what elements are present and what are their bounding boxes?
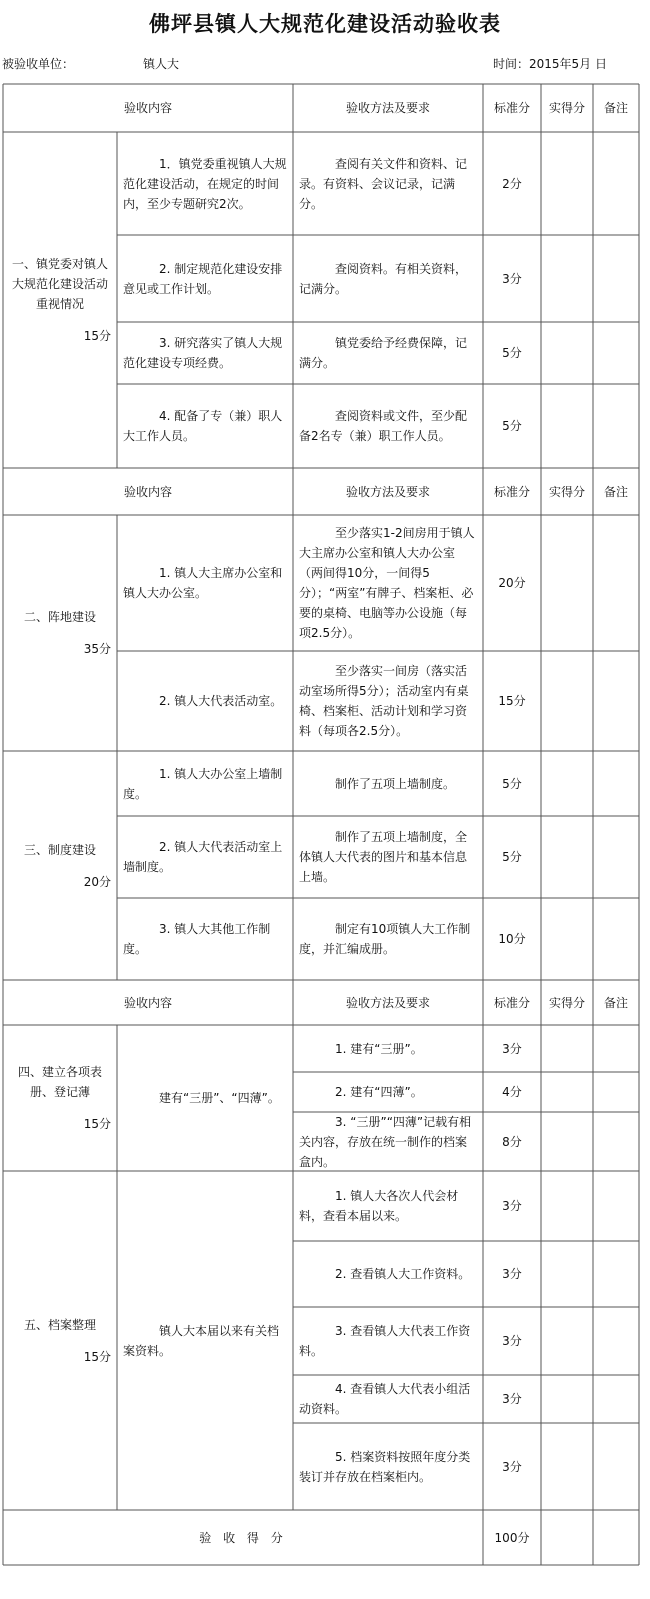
header-standard-1: 标准分 <box>493 101 530 115</box>
page-title: 佛坪县镇人大规范化建设活动验收表 <box>149 12 501 36</box>
header-method-3: 验收方法及要求 <box>345 995 430 1010</box>
item-method-s5-3: 3. 查看镇人大代表工作资料。 <box>299 1324 471 1358</box>
item-score-s5-1: 3分 <box>502 1199 522 1213</box>
section-name-s2 <box>9 607 111 659</box>
header-remark-1: 备注 <box>603 101 628 115</box>
item-method-s4-3: 3. “三册”“四薄”记载有相关内容，存放在统一制作的档案盒内。 <box>299 1114 472 1169</box>
item-score-s4-2: 4分 <box>502 1085 522 1099</box>
item-score-s3-1: 5分 <box>502 776 522 791</box>
section-score-s3: 20分 <box>83 874 111 889</box>
item-method-s5-1: 1. 镇人大各次人代会材料，查看本届以来。 <box>299 1189 459 1223</box>
header-remark-2: 备注 <box>603 484 628 499</box>
item-score-s5-5: 3分 <box>502 1459 522 1474</box>
header-remark-3: 备注 <box>603 995 628 1010</box>
section-score-s5: 15分 <box>83 1349 111 1364</box>
total-label: 验 收 得 分 <box>199 1530 287 1545</box>
section-score-s2: 35分 <box>83 642 111 656</box>
unit-label: 被验收单位： <box>2 57 75 71</box>
header-actual-1: 实得分 <box>548 101 585 115</box>
item-score-s2-1: 20分 <box>498 576 526 590</box>
header-content-3: 验收内容 <box>123 995 172 1010</box>
item-score-s1-4: 5分 <box>502 419 522 433</box>
item-content-s1-3: 3. 研究落实了镇人大规范化建设专项经费。 <box>123 336 283 370</box>
header-method-2: 验收方法及要求 <box>345 484 430 499</box>
section-name-s1 <box>9 254 111 346</box>
header-standard-3: 标准分 <box>493 995 530 1010</box>
item-content-s1-2: 2. 制定规范化建设安排意见或工作计划。 <box>123 261 283 296</box>
item-score-s5-4: 3分 <box>502 1392 522 1406</box>
item-content-s2-1: 1. 镇人大主席办公室和镇人大办公室。 <box>123 566 283 600</box>
item-score-s1-1: 2分 <box>502 176 522 191</box>
item-score-s4-3: 8分 <box>502 1134 522 1149</box>
section-title-s1: 一、镇党委对镇人大规范化建设活动重视情况 <box>11 257 108 311</box>
item-method-s5-5: 5. 档案资料按照年度分类装订并存放在档案柜内。 <box>299 1449 471 1484</box>
header-actual-2: 实得分 <box>548 484 585 499</box>
item-method-s1-4: 查阅资料或文件，至少配备2名专（兼）职工作人员。 <box>299 409 468 443</box>
item-method-s1-1: 查阅有关文件和资料、记录。有资料、会议记录，记满分。 <box>299 156 468 211</box>
item-content-s3-1: 1. 镇人大办公室上墙制度。 <box>123 766 283 801</box>
item-method-s4-1: 1. 建有“三册”。 <box>335 1041 423 1056</box>
header-content-1: 验收内容 <box>123 101 172 115</box>
item-score-s3-3: 10分 <box>498 932 526 946</box>
item-method-s3-3: 制定有10项镇人大工作制度，并汇编成册。 <box>299 922 471 956</box>
total-score: 100分 <box>494 1530 530 1545</box>
item-score-s2-2: 15分 <box>498 694 526 708</box>
section-score-s1: 15分 <box>83 329 111 343</box>
section-title-s3: 三、制度建设 <box>23 842 96 857</box>
item-content-s1-1: 1．镇党委重视镇人大规范化建设活动，在规定的时间内，至少专题研究2次。 <box>123 156 287 211</box>
unit-value: 镇人大 <box>143 57 180 71</box>
header-standard-2: 标准分 <box>493 484 530 499</box>
section-content-s5: 镇人大本届以来有关档案资料。 <box>123 1323 280 1358</box>
item-score-s5-3: 3分 <box>502 1334 522 1348</box>
section-title-s2: 二、阵地建设 <box>23 610 96 624</box>
item-method-s5-4: 4. 查看镇人大代表小组活动资料。 <box>299 1382 471 1416</box>
item-method-s1-2: 查阅资料。有相关资料，记满分。 <box>299 261 468 296</box>
section-title-s5: 五、档案整理 <box>23 1317 96 1332</box>
item-content-s3-3: 3. 镇人大其他工作制度。 <box>123 922 271 956</box>
time-label: 时间：2015年5月 日 <box>493 57 607 71</box>
item-method-s3-2: 制作了五项上墙制度，全体镇人大代表的图片和基本信息上墙。 <box>299 830 468 884</box>
header-actual-3: 实得分 <box>548 995 585 1010</box>
item-score-s1-3: 5分 <box>502 346 522 360</box>
header-method-1: 验收方法及要求 <box>345 101 430 115</box>
item-score-s5-2: 3分 <box>502 1267 522 1281</box>
item-score-s1-2: 3分 <box>502 271 522 286</box>
section-score-s4: 15分 <box>83 1117 111 1131</box>
item-content-s3-2: 2. 镇人大代表活动室上墙制度。 <box>123 840 283 874</box>
item-method-s2-2: 至少落实一间房（落实活动室场所得5分）；活动室内有桌椅、档案柜、活动计划和学习资料（每项各2.5分）。 <box>299 664 469 738</box>
item-method-s4-2: 2. 建有“四薄”。 <box>335 1085 423 1099</box>
section-title-s4: 四、建立各项表册、登记薄 <box>17 1065 102 1099</box>
header-content-2: 验收内容 <box>123 484 172 499</box>
section-name-s4 <box>9 1062 111 1134</box>
item-score-s3-2: 5分 <box>502 850 522 864</box>
item-score-s4-1: 3分 <box>502 1041 522 1056</box>
item-method-s3-1: 制作了五项上墙制度。 <box>335 776 456 791</box>
item-method-s1-3: 镇党委给予经费保障，记满分。 <box>299 336 468 370</box>
item-content-s1-4: 4. 配备了专（兼）职人大工作人员。 <box>123 409 283 443</box>
item-method-s5-2: 2. 查看镇人大工作资料。 <box>335 1267 471 1281</box>
section-name-s3 <box>9 840 111 892</box>
section-content-s4: 建有“三册”、“四薄”。 <box>159 1091 280 1105</box>
section-name-s5 <box>9 1315 111 1367</box>
item-method-s2-1: 至少落实1-2间房用于镇人大主席办公室和镇人大办公室（两间得10分，一间得5分）；“两室”有牌子、档案柜、必要的桌椅、电脑等办公设施（每项2.5分）。 <box>299 526 475 640</box>
item-content-s2-2: 2. 镇人大代表活动室。 <box>159 694 283 708</box>
